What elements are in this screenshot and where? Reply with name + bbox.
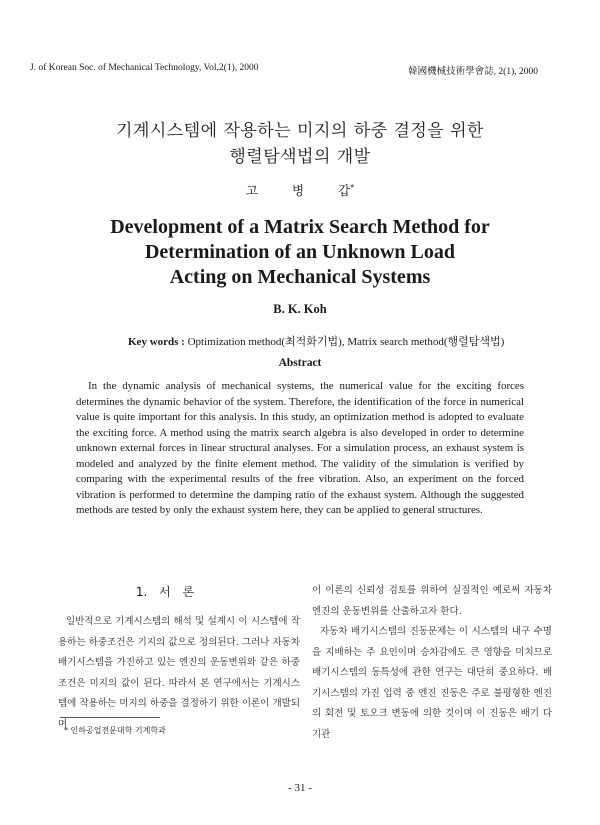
title-korean-line: 기계시스템에 작용하는 미지의 하중 결정을 위한 bbox=[116, 121, 484, 141]
keywords-text: Optimization method(최적화기법), Matrix search method(행렬탐색법) bbox=[184, 336, 505, 348]
author-english: B. K. Koh bbox=[273, 302, 327, 316]
body-paragraph: 이 이론의 신뢰성 검토를 위하여 실질적인 예로써 자동차 엔진의 운동변위를 산출하고자 한다. bbox=[312, 585, 552, 617]
keywords bbox=[128, 333, 504, 349]
abstract-body: In the dynamic analysis of mechanical systems, the numerical value for the exciting forces determines the dynamic behavior of the system. Therefore, the identification of the force in numerical value is quite important for this analysis. In this study, an optimization method is adopted to evaluate the exciting force. A method using the matrix search algebra is also developed in order to determine unknown external forces in linear structural analyses. For a simulation process, an exhaust system is modeled and analyzed by the finite element method. The validity of the simulation is verified by comparing with the experimental results of the free vibration. Also, an experiment on the forced vibration is performed to determine the damping ratio of the exhaust system. Although the suggested methods are tested by only the exhaust system here, they can be applied to general structures. bbox=[76, 380, 524, 516]
author-korean bbox=[0, 181, 600, 199]
section-heading-introduction: 1. 서 론 bbox=[135, 585, 195, 599]
affiliation-mark: * bbox=[350, 182, 355, 192]
title-korean bbox=[0, 118, 600, 170]
journal-header-ko: 韓國機械技術學會誌, 2(1), 2000 bbox=[408, 67, 538, 77]
page-number: - 31 - bbox=[288, 782, 312, 794]
title-english-line: Acting on Mechanical Systems bbox=[169, 266, 431, 288]
author-korean-name: 고 병 갑 bbox=[245, 183, 351, 198]
title-english-line: Development of a Matrix Search Method for bbox=[110, 216, 490, 238]
title-korean-line: 행렬탐색법의 개발 bbox=[229, 147, 371, 167]
journal-header-en: J. of Korean Soc. of Mechanical Technology, Vol.2(1), 2000 bbox=[30, 63, 259, 73]
title-english-line: Determination of an Unknown Load bbox=[144, 241, 456, 263]
body-right-column bbox=[312, 581, 552, 745]
footnote-divider bbox=[60, 717, 160, 718]
body-left-column: 일반적으로 기계시스템의 해석 및 설계시 이 시스템에 작용하는 하중조건은 기지의 값으로 정의된다. 그러나 자동차 배기시스템을 가진하고 있는 엔진의 운동변위와 같은 하중조건은 미지의 값이 된다. 따라서 본 연구에서는 기계시스템에 작용하는 미지의 하중을 결정하기 위한 이론이 개발되며 bbox=[58, 616, 300, 730]
keywords-label: Key words : bbox=[128, 336, 185, 348]
body-paragraph: 자동차 배기시스템의 진동문제는 이 시스템의 내구 수명을 지배하는 주 요인이며 승차감에도 큰 영향을 미치므로 배기시스템의 동특성에 관한 연구는 대단히 중요하다. 배기시스템의 가진 입력 중 엔진 진동은 주로 불평형한 엔진의 회전 및 토오크 변동에 의한 것이며 이 진동은 배기 다기관 bbox=[312, 626, 552, 740]
footnote-affiliation: * 인하공업전문대학 기계학과 bbox=[64, 726, 166, 735]
abstract-heading: Abstract bbox=[278, 357, 322, 369]
title-english bbox=[0, 215, 600, 290]
